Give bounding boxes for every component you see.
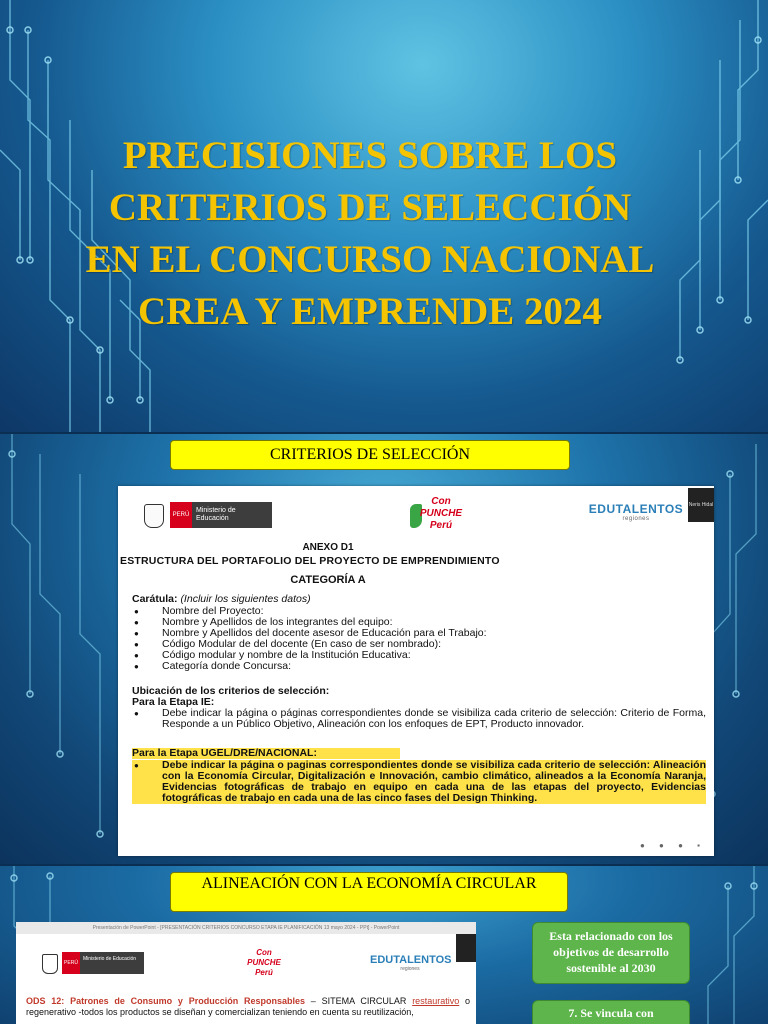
document-logos	[118, 486, 714, 542]
edutalentos-logo: EDUTALENTOS regiones	[370, 954, 452, 972]
list-item: ● Nombre y Apellidos del docente asesor de Educación para el Trabajo:	[132, 628, 692, 639]
list-item: ● Nombre y Apellidos de los integrantes del equipo:	[132, 617, 692, 628]
annex-label: ANEXO D1	[302, 542, 354, 553]
peru-logo: PERÚ	[62, 952, 80, 974]
ods-paragraph: ODS 12: Patrones de Consumo y Producción Responsables – SITEMA CIRCULAR restaurativo o regenerativo -todos los productos se diseñan y comercializan teniendo en cuenta su reutilización,	[26, 996, 471, 1017]
circular-economy-slide	[0, 866, 768, 1024]
list-item: ● Nombre del Proyecto:	[132, 606, 692, 617]
webcam-thumbnail: Neris Hidal	[688, 488, 714, 522]
category-label: CATEGORÍA A	[290, 574, 366, 586]
window-title-bar: Presentación de PowerPoint - [PRESENTACIÓN CRITERIOS CONCURSO ETAPA IE PLANIFICACIÓN 13 mayo 2024 - PPt] - PowerPoint	[16, 922, 476, 934]
stage-ie-heading: Para la Etapa IE:	[132, 696, 215, 708]
portfolio-document	[118, 486, 714, 856]
ods-document	[16, 922, 476, 1024]
stage-ugel-list	[132, 760, 706, 804]
ministry-logo: Ministerio de Educación	[80, 952, 144, 974]
title-slide	[0, 0, 768, 432]
list-item: ● Debe indicar la página o paginas correspondientes donde se visibiliza cada criterio de selección: Alineación con la Economía Circular, Digitalización e Innovación, cambio climático, alineados a la Economía Naranja, Evidencias fotográficas de trabajo en equipo en cada una de las etapas del proyecto, Evidencias fotográficas de trabajo en cada una de las cinco fases del Design Thinking.	[132, 760, 706, 804]
peru-shield-icon	[42, 954, 58, 974]
ministry-logo: Ministerio de Educación	[192, 502, 272, 528]
webcam-thumbnail	[456, 934, 476, 962]
list-item: ● Categoría donde Concursa:	[132, 661, 692, 672]
peru-shield-icon	[144, 504, 164, 528]
stage-ugel-heading: Para la Etapa UGEL/DRE/NACIONAL:	[132, 748, 400, 759]
criteria-location-heading: Ubicación de los criterios de selección:	[132, 685, 330, 697]
list-item: ● Debe indicar la página o páginas correspondientes donde se visibiliza cada criterio de selección: Criterio de Forma, Responde a un Público Objetivo, Alineación con los enfoques de EPT, Producto innovador.	[132, 708, 706, 730]
section-heading: CRITERIOS DE SELECCIÓN	[170, 440, 570, 470]
edutalentos-logo: EDUTALENTOS regiones	[588, 502, 684, 522]
caratula-heading: Carátula: (Incluir los siguientes datos)	[132, 593, 311, 605]
list-item: ● Código Modular de del docente (En caso de ser nombrado):	[132, 639, 692, 650]
stage-ie-list	[132, 708, 706, 730]
note-box: 7. Se vincula con	[532, 1000, 690, 1024]
punche-logo: Con PUNCHE Perú	[247, 948, 281, 977]
criteria-slide	[0, 434, 768, 864]
punche-logo: Con PUNCHE Perú	[408, 496, 470, 532]
section-heading: ALINEACIÓN CON LA ECONOMÍA CIRCULAR	[170, 872, 568, 912]
document-title: ESTRUCTURA DEL PORTAFOLIO DEL PROYECTO DE EMPRENDIMIENTO	[120, 555, 500, 567]
note-box: Esta relacionado con los objetivos de desarrollo sostenible al 2030	[532, 922, 690, 984]
caratula-list	[132, 606, 692, 672]
main-title: PRECISIONES SOBRE LOS CRITERIOS DE SELECCIÓN EN EL CONCURSO NACIONAL CREA Y EMPRENDE 2024	[85, 134, 655, 333]
list-item: ● Código modular y nombre de la Institución Educativa:	[132, 650, 692, 661]
viewer-controls-icon: ● ● ● ▪	[640, 841, 706, 850]
peru-logo: PERÚ	[170, 502, 192, 528]
